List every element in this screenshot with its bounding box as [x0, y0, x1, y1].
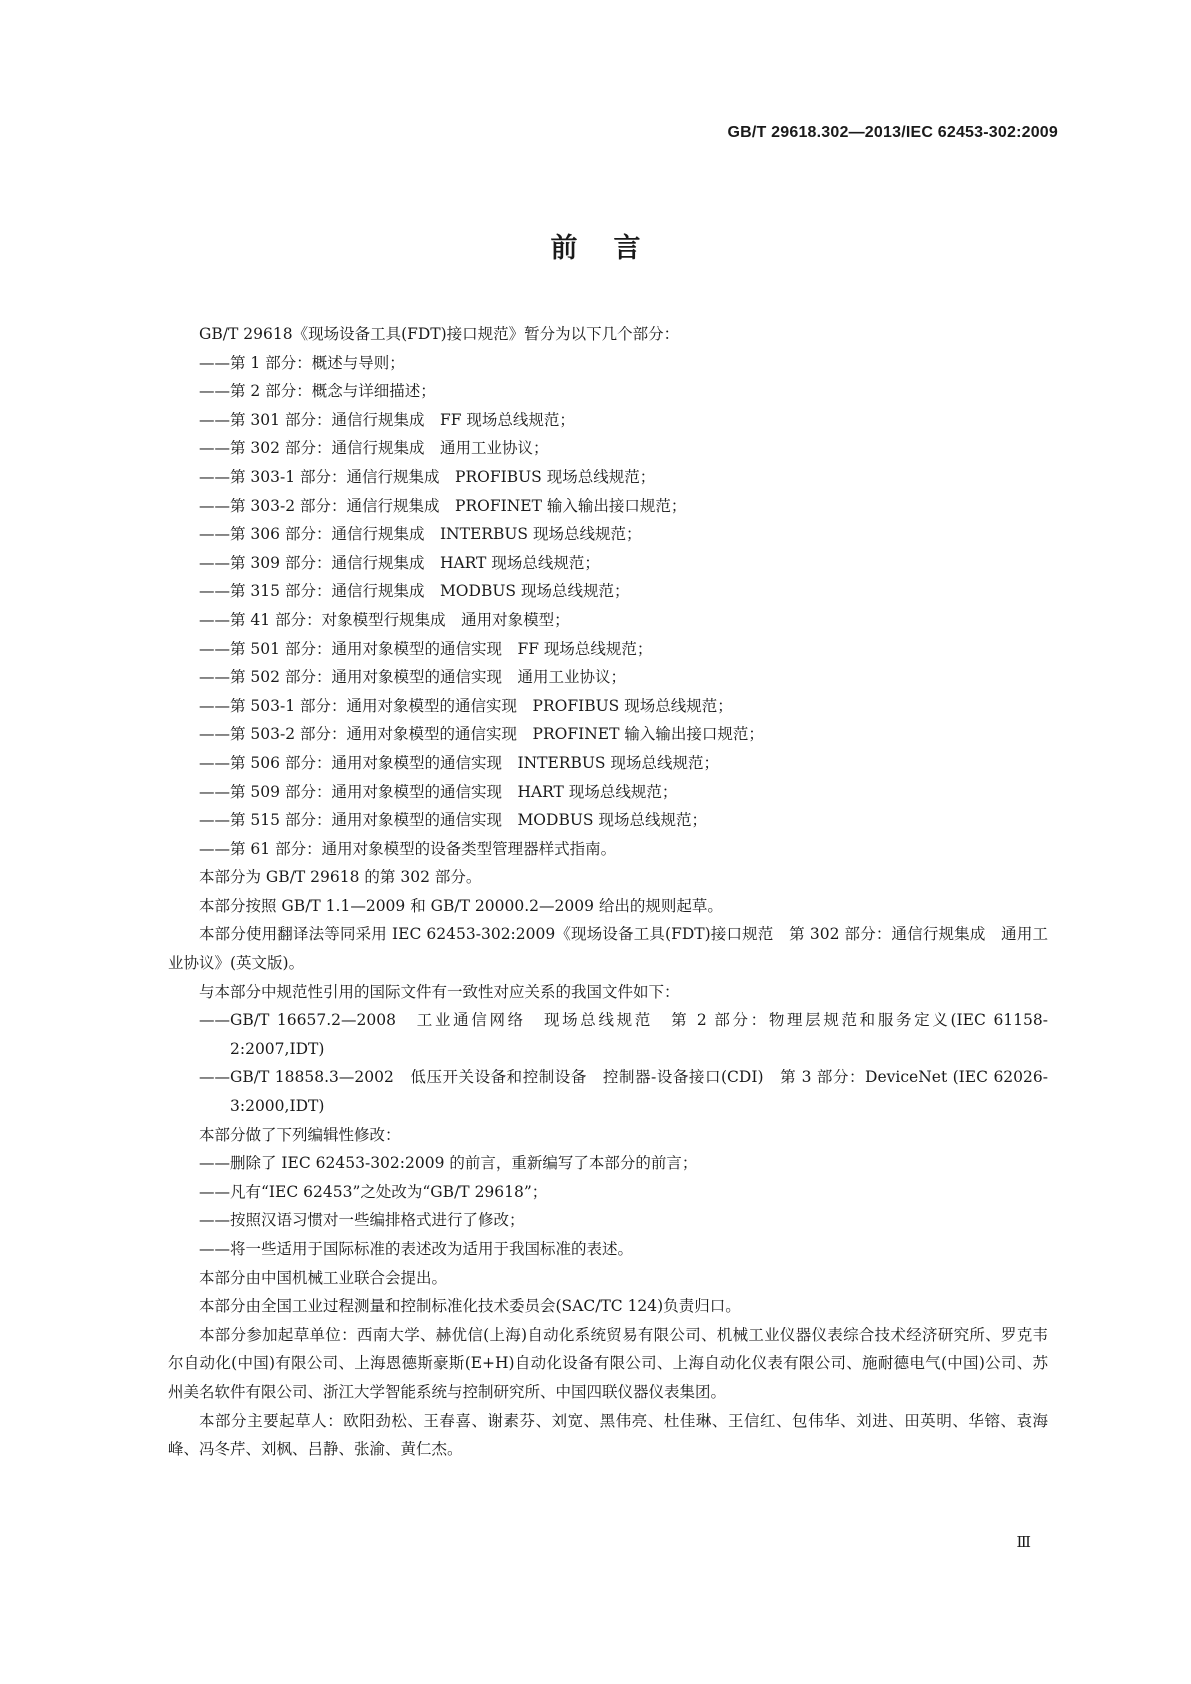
list-item: ——删除了 IEC 62453-302:2009 的前言，重新编写了本部分的前言； — [199, 1154, 698, 1173]
intro-paragraph: GB/T 29618《现场设备工具(FDT)接口规范》暂分为以下几个部分： — [199, 325, 680, 343]
list-item: ——第 306 部分：通信行规集成 INTERBUS 现场总线规范； — [199, 525, 642, 544]
list-item: ——第 503-2 部分：通用对象模型的通信实现 PROFINET 输入输出接口规范； — [199, 725, 764, 744]
list-item: ——第 315 部分：通信行规集成 MODBUS 现场总线规范； — [199, 582, 630, 601]
list-item: ——第 501 部分：通用对象模型的通信实现 FF 现场总线规范； — [199, 639, 653, 658]
list-item: ——第 502 部分：通用对象模型的通信实现 通用工业协议； — [199, 668, 626, 687]
list-item: ——GB/T 18858.3—2002 低压开关设备和控制设备 控制器-设备接口(CDI) 第 3 部分：DeviceNet (IEC 62026-3:2000,IDT) — [199, 1068, 1048, 1116]
page-title: 前言 — [550, 233, 677, 264]
list-item: ——第 506 部分：通用对象模型的通信实现 INTERBUS 现场总线规范； — [199, 753, 719, 772]
list-item: ——第 509 部分：通用对象模型的通信实现 HART 现场总线规范； — [199, 782, 678, 801]
list-item: ——第 61 部分：通用对象模型的设备类型管理器样式指南。 — [199, 839, 617, 858]
drafting-rules-paragraph: 本部分按照 GB/T 1.1—2009 和 GB/T 20000.2—2009 给出的规则起草。 — [199, 896, 723, 915]
centralized-by-paragraph: 本部分由全国工业过程测量和控制标准化技术委员会(SAC/TC 124)负责归口。 — [199, 1297, 741, 1316]
drafting-units-paragraph: 本部分参加起草单位：西南大学、赫优信(上海)自动化系统贸易有限公司、机械工业仪器仪表综合技术经济研究所、罗克韦尔自动化(中国)有限公司、上海恩德斯豪斯(E+H)自动化设备有限公司、上海自动化仪表有限公司、施耐德电气(中国)公司、苏州美名软件有限公司、浙江大学智能系统与控制研究所、中国四联仪器仪表集团。 — [168, 1325, 1048, 1401]
list-item: ——第 1 部分：概述与导则； — [199, 353, 405, 372]
list-item: ——将一些适用于国际标准的表述改为适用于我国标准的表述。 — [199, 1240, 634, 1258]
edits-list — [168, 1149, 1048, 1263]
correspondence-paragraph: 与本部分中规范性引用的国际文件有一致性对应关系的我国文件如下： — [199, 982, 680, 1001]
list-item: ——第 301 部分：通信行规集成 FF 现场总线规范； — [199, 410, 575, 429]
list-item: ——GB/T 16657.2—2008 工业通信网络 现场总线规范 第 2 部分：物理层规范和服务定义(IEC 61158-2:2007,IDT) — [199, 1011, 1048, 1058]
foreword-body — [168, 320, 1048, 1464]
list-item: ——第 515 部分：通用对象模型的通信实现 MODBUS 现场总线规范； — [199, 811, 707, 830]
list-item: ——第 303-1 部分：通信行规集成 PROFIBUS 现场总线规范； — [199, 467, 656, 486]
list-item: ——第 309 部分：通信行规集成 HART 现场总线规范； — [199, 553, 600, 572]
standard-number-header: GB/T 29618.302—2013/IEC 62453-302:2009 — [727, 124, 1058, 141]
page-number: Ⅲ — [1016, 1533, 1031, 1551]
list-item: ——第 2 部分：概念与详细描述； — [199, 382, 436, 401]
list-item: ——凡有“IEC 62453”之处改为“GB/T 29618”； — [199, 1182, 548, 1201]
list-item: ——第 302 部分：通信行规集成 通用工业协议； — [199, 439, 549, 458]
drafters-paragraph: 本部分主要起草人：欧阳劲松、王春喜、谢素芬、刘宽、黑伟亮、杜佳琳、王信红、包伟华、刘进、田英明、华镕、袁海峰、冯冬芹、刘枫、吕静、张渝、黄仁杰。 — [168, 1411, 1048, 1459]
proposed-by-paragraph: 本部分由中国机械工业联合会提出。 — [199, 1268, 448, 1287]
edits-paragraph: 本部分做了下列编辑性修改： — [199, 1125, 401, 1144]
list-item: ——按照汉语习惯对一些编排格式进行了修改； — [199, 1211, 525, 1230]
parts-list — [168, 349, 1048, 864]
translation-paragraph: 本部分使用翻译法等同采用 IEC 62453-302:2009《现场设备工具(FDT)接口规范 第 302 部分：通信行规集成 通用工业协议》(英文版)。 — [168, 925, 1048, 973]
correspondence-list — [168, 1006, 1048, 1120]
list-item: ——第 303-2 部分：通信行规集成 PROFINET 输入输出接口规范； — [199, 496, 687, 515]
part-of-paragraph: 本部分为 GB/T 29618 的第 302 部分。 — [199, 868, 482, 887]
list-item: ——第 503-1 部分：通用对象模型的通信实现 PROFIBUS 现场总线规范； — [199, 696, 733, 715]
list-item: ——第 41 部分：对象模型行规集成 通用对象模型； — [199, 610, 570, 629]
